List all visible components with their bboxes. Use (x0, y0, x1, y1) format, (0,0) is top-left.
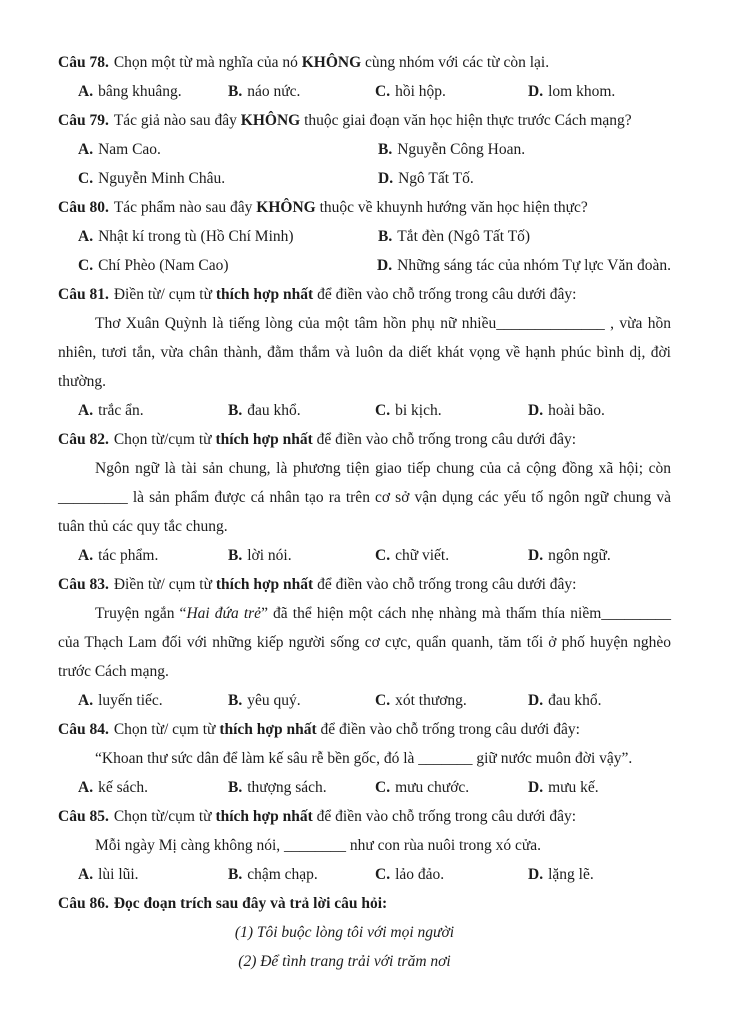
option-b (378, 135, 671, 164)
option-d (528, 860, 671, 889)
option-label: A. (78, 779, 94, 796)
option-label: D. (528, 547, 544, 564)
question-header (58, 715, 671, 744)
question-prompt-segment: KHÔNG (301, 54, 362, 71)
option-text: Những sáng tác của nhóm Tự lực Văn đoàn. (397, 257, 671, 274)
options-row (58, 541, 671, 570)
option-label: A. (78, 141, 94, 158)
option-c (375, 396, 528, 425)
option-d (377, 251, 671, 280)
question-body-segment: Thơ Xuân Quỳnh là tiếng lòng của một tâm hồn phụ nữ nhiều______________ , vừa hồn nhiên, tươi tắn, vừa chân thành, đằm thắm và luôn da diết khát vọng về hạnh phúc bình dị, đời thường. (58, 315, 671, 390)
question-prompt-segment: thuộc về khuynh hướng văn học hiện thực? (315, 199, 588, 216)
options-row (58, 686, 671, 715)
option-text: chữ viết. (395, 547, 450, 564)
question-prompt-segment: Điền từ/ cụm từ (113, 576, 216, 593)
option-c (78, 164, 378, 193)
option-text: lời nói. (247, 547, 292, 564)
question-body-segment: Ngôn ngữ là tài sản chung, là phương tiện giao tiếp chung của cả cộng đồng xã hội; còn _________ là sản phẩm được cá nhân tạo ra trên cơ sở vận dụng các yếu tố ngôn ngữ chung và tuân thủ các quy tắc chung. (58, 460, 671, 535)
question-block (58, 715, 671, 802)
question-prompt-segment: Chọn một từ mà nghĩa của nó (113, 54, 302, 71)
option-text: kế sách. (98, 779, 148, 796)
option-label: B. (228, 547, 243, 564)
option-text: ngôn ngữ. (548, 547, 611, 564)
option-text: hồi hộp. (395, 83, 446, 100)
option-b (378, 222, 671, 251)
question-header (58, 889, 671, 918)
question-number: Câu 83. (58, 576, 109, 593)
question-prompt-segment: Chọn từ/ cụm từ (113, 721, 220, 738)
option-text: mưu kế. (548, 779, 599, 796)
option-c (375, 686, 528, 715)
option-label: A. (78, 692, 94, 709)
option-label: C. (78, 257, 94, 274)
question-prompt-segment: để điền vào chỗ trống trong câu dưới đây: (312, 431, 577, 448)
question-header (58, 280, 671, 309)
option-text: luyến tiếc. (98, 692, 163, 709)
options-row (58, 396, 671, 425)
option-label: A. (78, 228, 94, 245)
questions-list (58, 48, 671, 976)
option-label: D. (377, 257, 393, 274)
option-label: B. (228, 779, 243, 796)
option-b (228, 396, 375, 425)
option-label: B. (228, 83, 243, 100)
option-text: tác phẩm. (98, 547, 159, 564)
option-label: A. (78, 547, 94, 564)
option-d (528, 773, 671, 802)
question-prompt-segment: để điền vào chỗ trống trong câu dưới đây: (312, 808, 577, 825)
question-prompt-segment: thích hợp nhất (219, 721, 317, 738)
question-prompt-segment: Tác phẩm nào sau đây (113, 199, 257, 216)
question-header (58, 570, 671, 599)
question-prompt-segment: KHÔNG (256, 199, 316, 216)
question-prompt-segment: để điền vào chỗ trống trong câu dưới đây: (316, 721, 580, 738)
question-prompt-segment: Tác giả nào sau đây (113, 112, 241, 129)
option-label: C. (375, 547, 391, 564)
option-c (375, 541, 528, 570)
question-body-segment: Hai đứa trẻ (186, 605, 262, 622)
options-row (58, 251, 671, 280)
option-text: đau khổ. (247, 402, 301, 419)
question-number: Câu 84. (58, 721, 109, 738)
question-body-segment: Truyện ngắn “ (95, 605, 187, 622)
option-c (375, 773, 528, 802)
question-header (58, 48, 671, 77)
option-label: A. (78, 83, 94, 100)
option-text: đau khổ. (548, 692, 602, 709)
option-label: D. (528, 779, 544, 796)
question-body-line (38, 947, 651, 976)
question-block (58, 802, 671, 889)
option-d (528, 77, 671, 106)
question-body-segment: (2) Để tình trang trải với trăm nơi (238, 953, 451, 970)
option-label: B. (378, 228, 393, 245)
question-body-line (38, 918, 651, 947)
question-body-segment: (1) Tôi buộc lòng tôi với mọi người (234, 924, 455, 941)
option-text: náo nức. (247, 83, 301, 100)
question-prompt-segment: để điền vào chỗ trống trong câu dưới đây: (313, 286, 577, 303)
question-body-line (58, 454, 671, 541)
option-text: lùi lũi. (98, 866, 139, 883)
option-text: mưu chước. (395, 779, 470, 796)
question-prompt-segment: Chọn từ/cụm từ (113, 808, 216, 825)
option-label: A. (78, 866, 94, 883)
question-number: Câu 82. (58, 431, 109, 448)
option-a (78, 135, 378, 164)
option-label: C. (375, 866, 391, 883)
option-label: B. (228, 402, 243, 419)
question-prompt-segment: thích hợp nhất (215, 431, 313, 448)
question-prompt-segment: Chọn từ/cụm từ (113, 431, 216, 448)
option-a (78, 541, 228, 570)
option-text: lom khom. (548, 83, 616, 100)
question-prompt-segment: thuộc giai đoạn văn học hiện thực trước Cách mạng? (300, 112, 632, 129)
option-a (78, 686, 228, 715)
options-row (58, 164, 671, 193)
option-text: xót thương. (395, 692, 467, 709)
option-label: C. (375, 779, 391, 796)
question-header (58, 193, 671, 222)
options-row (58, 860, 671, 889)
option-c (78, 251, 377, 280)
option-a (78, 222, 378, 251)
option-a (78, 860, 228, 889)
option-b (228, 541, 375, 570)
option-text: Tắt đèn (Ngô Tất Tố) (397, 228, 531, 245)
option-label: B. (228, 692, 243, 709)
question-number: Câu 85. (58, 808, 109, 825)
question-block (58, 425, 671, 570)
question-prompt-segment: thích hợp nhất (215, 286, 314, 303)
option-text: lặng lẽ. (548, 866, 594, 883)
option-text: Nguyễn Minh Châu. (98, 170, 226, 187)
options-row (58, 135, 671, 164)
option-text: Nam Cao. (98, 141, 161, 158)
option-label: D. (378, 170, 394, 187)
option-label: D. (528, 692, 544, 709)
option-c (375, 77, 528, 106)
option-a (78, 77, 228, 106)
option-label: B. (378, 141, 393, 158)
option-c (375, 860, 528, 889)
option-d (528, 541, 671, 570)
option-b (228, 860, 375, 889)
option-b (228, 77, 375, 106)
question-body-segment: “Khoan thư sức dân để làm kế sâu rễ bền gốc, đó là _______ giữ nước muôn đời vậy”. (95, 750, 633, 767)
question-prompt-segment: để điền vào chỗ trống trong câu dưới đây: (313, 576, 577, 593)
option-label: D. (528, 866, 544, 883)
question-block (58, 570, 671, 715)
question-prompt-segment: thích hợp nhất (215, 576, 314, 593)
option-label: A. (78, 402, 94, 419)
question-number: Câu 79. (58, 112, 109, 129)
option-text: Chí Phèo (Nam Cao) (98, 257, 229, 274)
option-label: C. (375, 402, 391, 419)
question-block (58, 193, 671, 280)
question-header (58, 425, 671, 454)
question-block (58, 48, 671, 106)
option-text: bâng khuâng. (98, 83, 182, 100)
option-d (528, 396, 671, 425)
question-body-line (58, 744, 671, 773)
option-text: yêu quý. (247, 692, 301, 709)
options-row (58, 77, 671, 106)
option-text: chậm chạp. (247, 866, 318, 883)
question-block (58, 280, 671, 425)
option-a (78, 396, 228, 425)
question-prompt-segment: thích hợp nhất (215, 808, 313, 825)
question-body-line (58, 831, 671, 860)
question-number: Câu 80. (58, 199, 109, 216)
option-label: C. (375, 83, 391, 100)
question-number: Câu 78. (58, 54, 109, 71)
question-body-line (58, 599, 671, 686)
option-d (528, 686, 671, 715)
question-body-segment: Mỗi ngày Mị càng không nói, ________ như con rùa nuôi trong xó cửa. (95, 837, 542, 854)
option-b (228, 686, 375, 715)
question-header (58, 802, 671, 831)
option-text: bi kịch. (395, 402, 442, 419)
option-text: lảo đảo. (395, 866, 445, 883)
option-d (378, 164, 671, 193)
question-prompt-segment: KHÔNG (240, 112, 301, 129)
option-label: D. (528, 83, 544, 100)
option-b (228, 773, 375, 802)
question-body-line (58, 309, 671, 396)
option-text: trắc ẩn. (98, 402, 144, 419)
option-label: C. (375, 692, 391, 709)
option-label: D. (528, 402, 544, 419)
question-prompt-segment: Đọc đoạn trích sau đây và trả lời câu hỏi: (113, 895, 388, 912)
option-text: Nhật kí trong tù (Hồ Chí Minh) (98, 228, 294, 245)
question-number: Câu 86. (58, 895, 109, 912)
option-text: Ngô Tất Tố. (398, 170, 474, 187)
question-header (58, 106, 671, 135)
option-label: C. (78, 170, 94, 187)
question-body-segment: ” đã thể hiện một cách nhẹ nhàng mà thấm thía niềm_________ của Thạch Lam đối với những kiếp người sống cơ cực, quẩn quanh, tăm tối ở phố huyện nghèo trước Cách mạng. (58, 605, 672, 680)
question-block (58, 106, 671, 193)
option-a (78, 773, 228, 802)
question-prompt-segment: cùng nhóm với các từ còn lại. (361, 54, 550, 71)
question-prompt-segment: Điền từ/ cụm từ (113, 286, 216, 303)
option-text: hoài bão. (548, 402, 605, 419)
question-number: Câu 81. (58, 286, 109, 303)
options-row (58, 773, 671, 802)
option-text: thượng sách. (247, 779, 327, 796)
option-label: B. (228, 866, 243, 883)
question-block (58, 889, 671, 976)
option-text: Nguyễn Công Hoan. (397, 141, 526, 158)
options-row (58, 222, 671, 251)
